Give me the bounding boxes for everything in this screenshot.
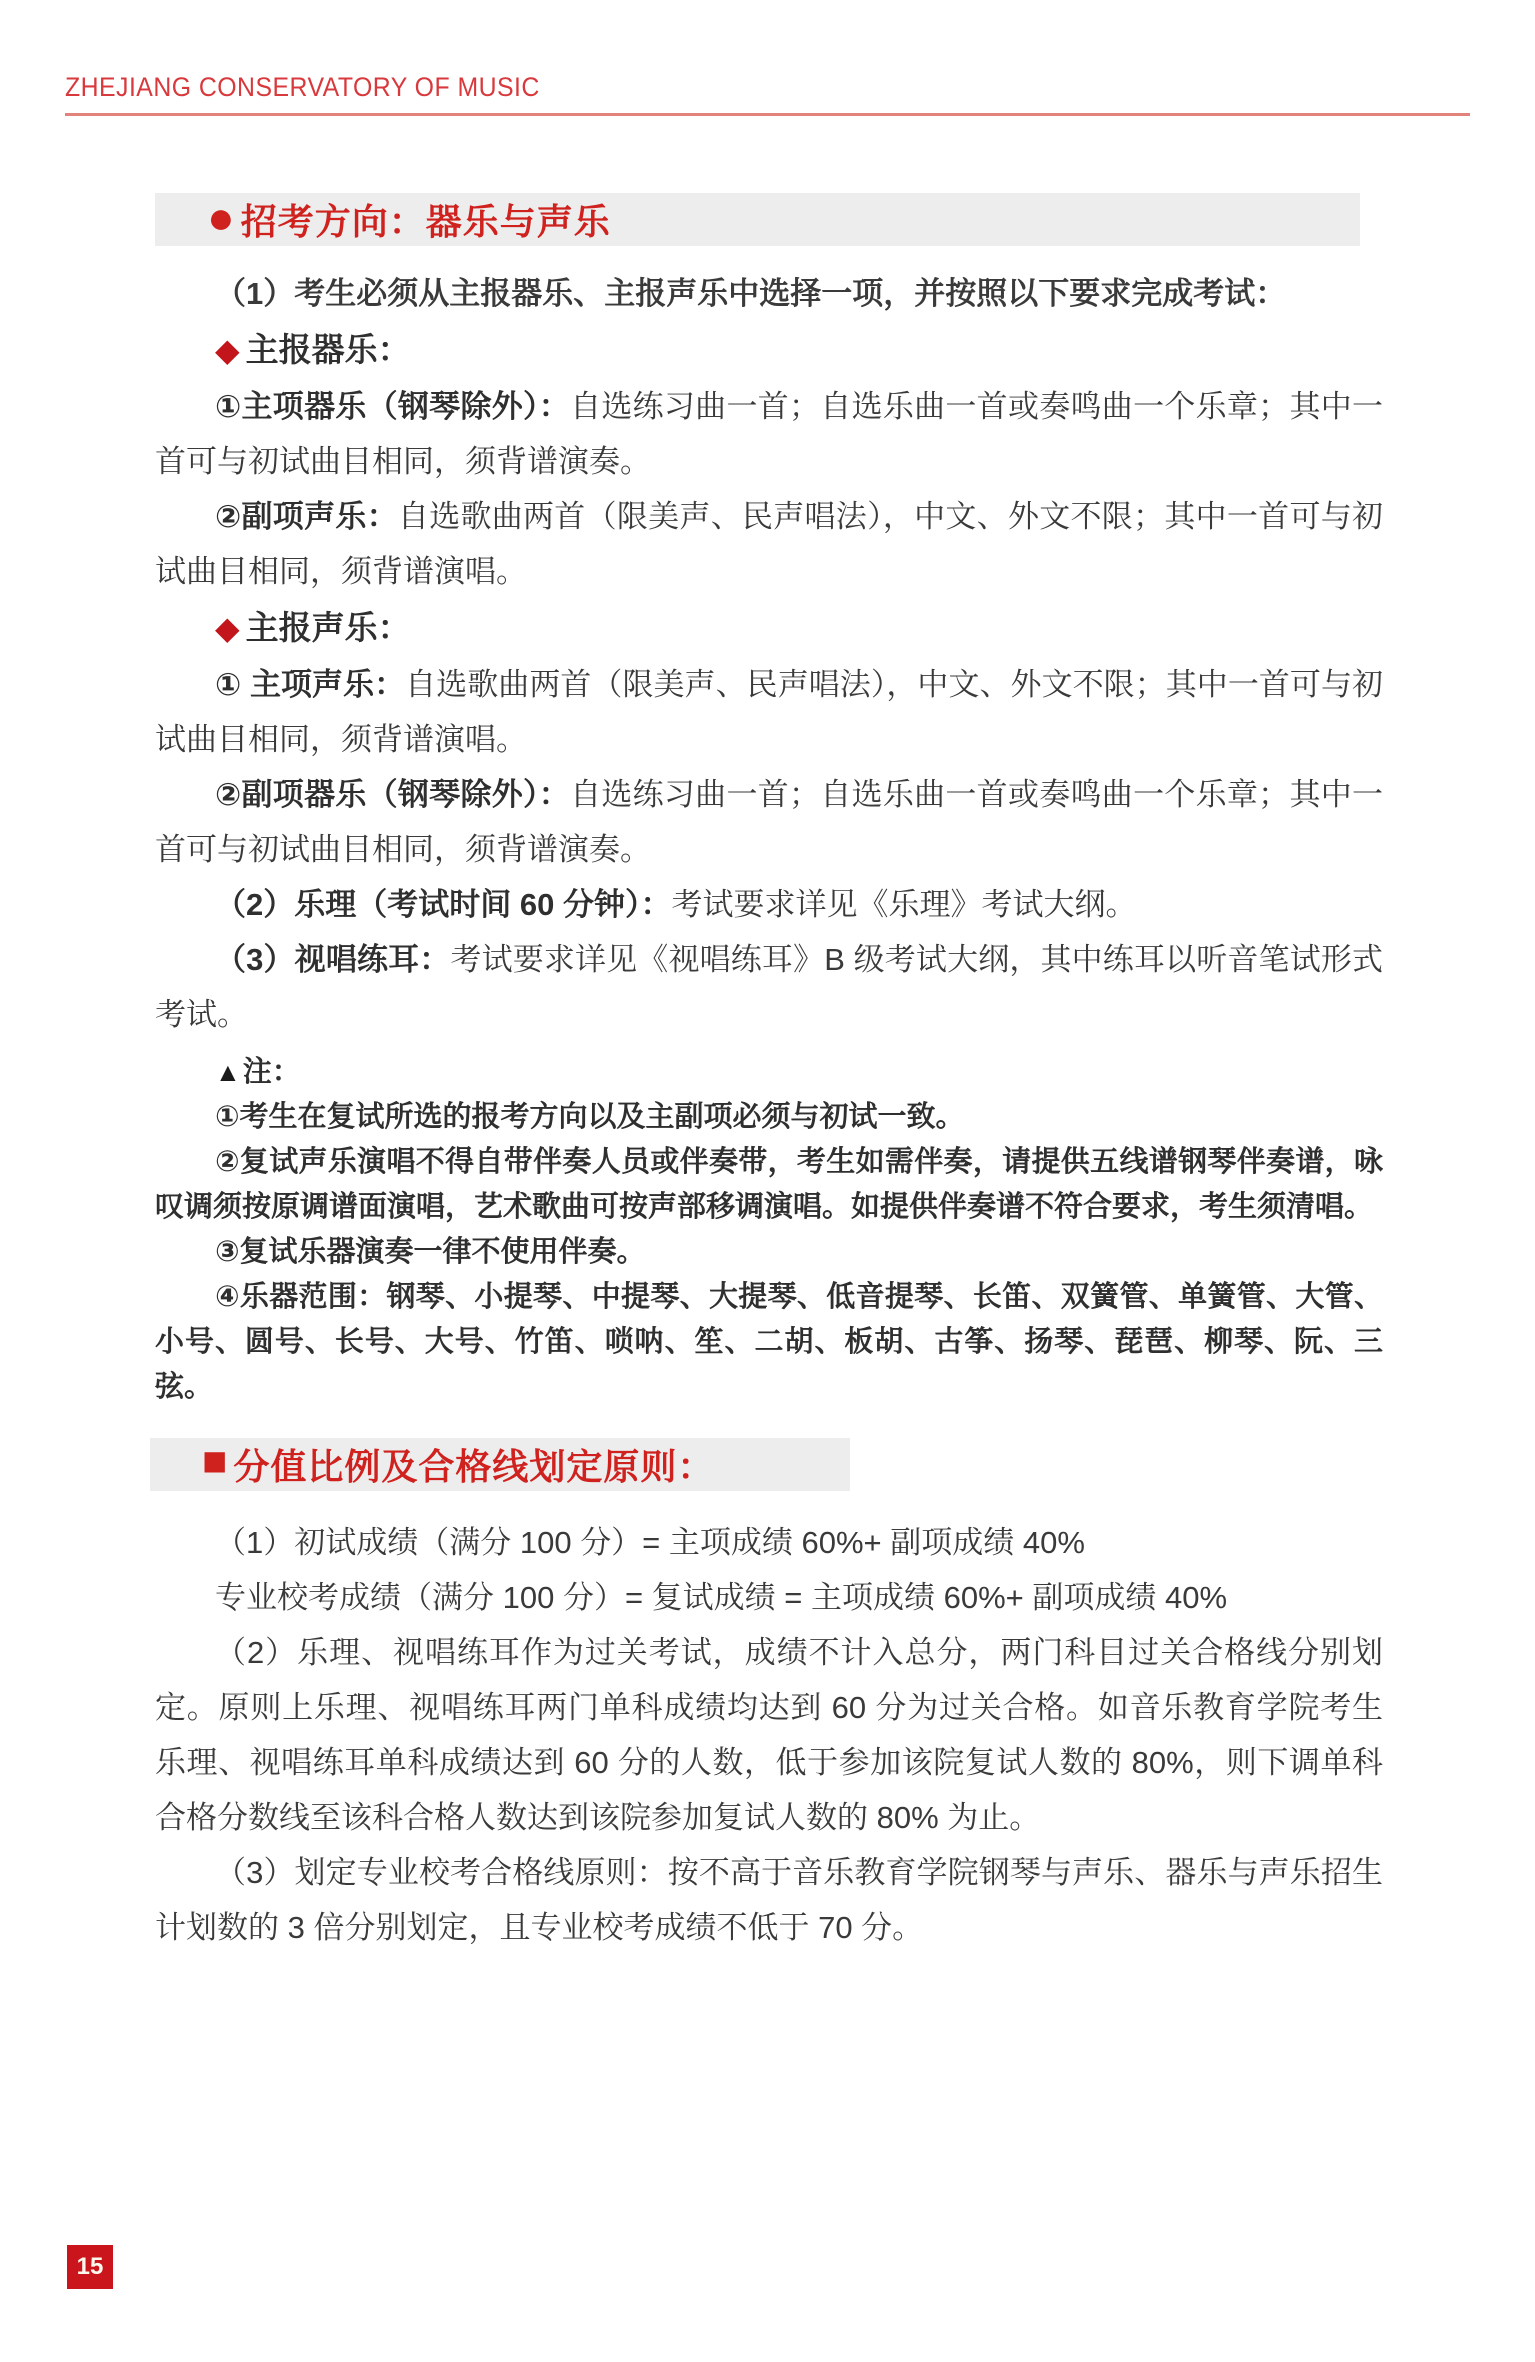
intro-paragraph: （1）考生必须从主报器乐、主报声乐中选择一项，并按照以下要求完成考试： (215, 276, 1287, 311)
subheading-instrumental (155, 321, 1383, 379)
paragraph (155, 877, 1383, 932)
subheading-label: 主报声乐： (245, 609, 411, 646)
diamond-icon: ◆ (215, 332, 240, 368)
paragraph (155, 489, 1383, 599)
header-rule (65, 113, 1470, 116)
subheading-vocal (155, 599, 1383, 657)
section-header-admissions (155, 190, 1360, 246)
paragraph: （2）乐理、视唱练耳作为过关考试，成绩不计入总分，两门科目过关合格线分别划定。原则上乐理、视唱练耳两门单科成绩均达到 60 分为过关合格。如音乐教育学院考生乐理、视唱练耳单科成绩达到 60 分的人数，低于参加该院复试人数的 80%，则下调单科合格分数线至该科合格人数达到该院参加复试人数的 80% 为止。 (155, 1635, 1383, 1835)
section2-title: 分值比例及合格线划定原则： (233, 1446, 715, 1487)
note-item: ③复试乐器演奏一律不使用伴奏。 (215, 1236, 646, 1268)
page-content (155, 190, 1384, 1955)
scoring-paragraphs (155, 1515, 1383, 1955)
item-label: （2）乐理（考试时间 60 分钟）： (215, 887, 672, 922)
triangle-icon: ▲ (215, 1057, 241, 1087)
item-label: ①主项器乐（钢琴除外）： (215, 389, 571, 424)
item-text: 自选歌曲两首（限美声、民声唱法），中文、外文不限；其中一首可与初试曲目相同，须背谱演唱。 (155, 667, 1384, 757)
paragraph: （3）划定专业校考合格线原则：按不高于音乐教育学院钢琴与声乐、器乐与声乐招生计划数的 3 倍分别划定，且专业校考成绩不低于 70 分。 (155, 1855, 1383, 1945)
item-text: 考试要求详见《乐理》考试大纲。 (671, 887, 1137, 922)
brand-text: ZHEJIANG CONSERVATORY OF MUSIC (65, 72, 540, 102)
note-item: ①考生在复试所选的报考方向以及主副项必须与初试一致。 (215, 1101, 965, 1133)
page-number-badge: 15 (67, 2245, 113, 2289)
note-header-label: 注： (242, 1056, 301, 1088)
item-text: 考试要求详见《视唱练耳》B 级考试大纲，其中练耳以听音笔试形式考试。 (155, 942, 1383, 1032)
circle-bullet-icon: ● (207, 190, 235, 243)
notes-block (155, 1050, 1383, 1410)
item-label: （3）视唱练耳： (215, 942, 451, 977)
note-header (155, 1050, 1383, 1095)
subheading-label: 主报器乐： (245, 331, 411, 368)
section-header-scoring (150, 1438, 850, 1491)
paragraph: 专业校考成绩（满分 100 分）= 复试成绩 = 主项成绩 60%+ 副项成绩 40% (215, 1580, 1228, 1615)
paragraph (155, 657, 1383, 767)
item-text: 自选歌曲两首（限美声、民声唱法），中文、外文不限；其中一首可与初试曲目相同，须背谱演唱。 (155, 499, 1384, 589)
paragraph (155, 932, 1383, 1042)
item-text: 自选练习曲一首；自选乐曲一首或奏鸣曲一个乐章；其中一首可与初试曲目相同，须背谱演奏。 (155, 389, 1384, 479)
paragraph (155, 379, 1383, 489)
diamond-icon: ◆ (215, 610, 240, 646)
note-item: ②复试声乐演唱不得自带伴奏人员或伴奏带，考生如需伴奏，请提供五线谱钢琴伴奏谱，咏叹调须按原调谱面演唱，艺术歌曲可按声部移调演唱。如提供伴奏谱不符合要求，考生须清唱。 (155, 1146, 1383, 1223)
note-item: ④乐器范围：钢琴、小提琴、中提琴、大提琴、低音提琴、长笛、双簧管、单簧管、大管、小号、圆号、长号、大号、竹笛、唢呐、笙、二胡、板胡、古筝、扬琴、琵琶、柳琴、阮、三弦。 (155, 1281, 1383, 1403)
section1-title: 招考方向：器乐与声乐 (240, 201, 611, 242)
paragraph (155, 767, 1383, 877)
item-label: ②副项器乐（钢琴除外）： (215, 777, 571, 812)
square-bullet-icon: ■ (202, 1436, 228, 1484)
paragraph: （1）初试成绩（满分 100 分）= 主项成绩 60%+ 副项成绩 40% (215, 1525, 1085, 1560)
item-label: ②副项声乐： (215, 499, 398, 534)
item-label: ① 主项声乐： (215, 667, 406, 702)
item-text: 自选练习曲一首；自选乐曲一首或奏鸣曲一个乐章；其中一首可与初试曲目相同，须背谱演奏。 (155, 777, 1384, 867)
